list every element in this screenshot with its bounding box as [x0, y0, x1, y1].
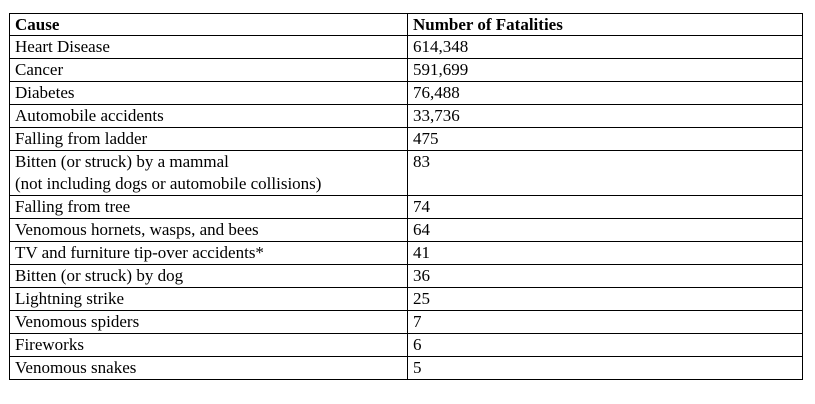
- cause-cell: Diabetes: [10, 82, 408, 105]
- fatalities-cell: 33,736: [408, 105, 803, 128]
- table-row: [10, 219, 803, 242]
- table-row: [10, 128, 803, 151]
- fatalities-cell: 614,348: [408, 36, 803, 59]
- cause-cell: Fireworks: [10, 334, 408, 357]
- fatalities-cell: 36: [408, 265, 803, 288]
- table-row: [10, 357, 803, 380]
- cause-cell: Bitten (or struck) by dog: [10, 265, 408, 288]
- table-row: [10, 151, 803, 196]
- cause-cell: Cancer: [10, 59, 408, 82]
- cause-cell: Falling from ladder: [10, 128, 408, 151]
- header-number-of-fatalities: Number of Fatalities: [408, 14, 803, 36]
- table-row: [10, 105, 803, 128]
- table-row: [10, 82, 803, 105]
- cause-cell: Venomous snakes: [10, 357, 408, 380]
- fatalities-cell: 83: [408, 151, 803, 196]
- cause-cell: Lightning strike: [10, 288, 408, 311]
- fatalities-cell: 5: [408, 357, 803, 380]
- cause-cell: TV and furniture tip-over accidents*: [10, 242, 408, 265]
- fatalities-cell: 74: [408, 196, 803, 219]
- fatalities-cell: 41: [408, 242, 803, 265]
- table-header-row: [10, 14, 803, 36]
- cause-cell: Heart Disease: [10, 36, 408, 59]
- table-row: [10, 288, 803, 311]
- cause-cell: [10, 151, 408, 196]
- cause-cell: Automobile accidents: [10, 105, 408, 128]
- table-row: [10, 311, 803, 334]
- table-row: [10, 334, 803, 357]
- fatalities-cell: 475: [408, 128, 803, 151]
- table-row: [10, 59, 803, 82]
- cause-cell: Falling from tree: [10, 196, 408, 219]
- fatalities-cell: 64: [408, 219, 803, 242]
- fatalities-cell: 6: [408, 334, 803, 357]
- fatalities-table: [9, 13, 803, 380]
- cause-line-1: Bitten (or struck) by a mammal: [15, 152, 229, 171]
- cause-cell: Venomous spiders: [10, 311, 408, 334]
- cause-cell: Venomous hornets, wasps, and bees: [10, 219, 408, 242]
- table-row: [10, 196, 803, 219]
- header-cause: Cause: [10, 14, 408, 36]
- fatalities-cell: 591,699: [408, 59, 803, 82]
- fatalities-cell: 7: [408, 311, 803, 334]
- table-row: [10, 265, 803, 288]
- fatalities-cell: 76,488: [408, 82, 803, 105]
- table-row: [10, 36, 803, 59]
- table-row: [10, 242, 803, 265]
- fatalities-cell: 25: [408, 288, 803, 311]
- cause-line-2: (not including dogs or automobile collisions): [15, 174, 322, 193]
